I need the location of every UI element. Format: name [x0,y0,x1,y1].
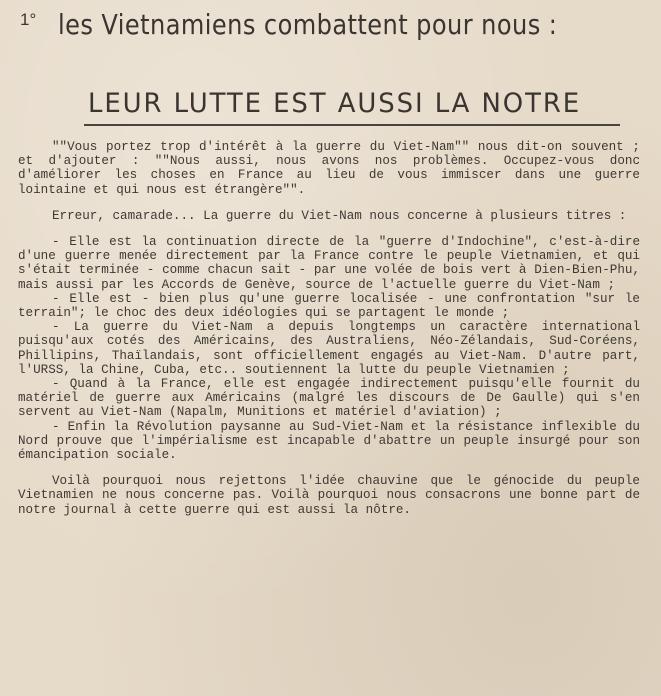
document-subtitle: LEUR LUTTE EST AUSSI LA NOTRE [88,88,582,119]
article-body [18,140,640,529]
section-number: 1° [20,10,37,29]
paragraph-intro-quote: ""Vous portez trop d'intérêt à la guerre du Viet-Nam"" nous dit-on souvent ; et d'ajouter : ""Nous aussi, nous avons nos problèmes. Occupez-vous donc d'améliorer les choses en France au lieu de vous immiscer dans une guerre lointaine et qui nous est étrangère"". [18,140,640,197]
paragraph-closing: Voilà pourquoi nous rejettons l'idée chauvine que le génocide du peuple Vietnamien ne nous concerne pas. Voilà pourquoi nous consacrons une bonne part de notre journal à cette guerre qui est aussi la nôtre. [18,474,640,517]
document-title: les Vietnamiens combattent pour nous : [58,8,558,41]
paragraph-intro-answer: Erreur, camarade... La guerre du Viet-Nam nous concerne à plusieurs titres : [52,208,627,223]
paragraph-item-indochine: - Elle est la continuation directe de la "guerre d'Indochine", c'est-à-dire d'une guerre menée directement par la France contre le peuple Vietnamien, et qui s'était terminée - comme chacun sait - par une volée de bois vert à Dien-Bien-Phu, mais aussi par les Accords de Genève, source de l'actuelle guerre du Viet-Nam ; [18,235,640,292]
paragraph-item-ideologies: - Elle est - bien plus qu'une guerre localisée - une confrontation "sur le terrain"; le choc des deux idéologies qui se partagent le monde ; [18,291,640,321]
paragraph-item-revolution: - Enfin la Révolution paysanne au Sud-Viet-Nam et la résistance inflexible du Nord prouve que l'impérialisme est incapable d'abattre un peuple insurgé pour son émancipation sociale. [18,419,640,463]
subtitle-underline [84,124,620,126]
paragraph-item-france: - Quand à la France, elle est engagée indirectement puisqu'elle fournit du matériel de guerre aux Américains (malgré les discours de De Gaulle) qui s'en servent au Viet-Nam (Napalm, Munitions et matériel d'aviation) ; [18,377,640,420]
paragraph-item-international: - La guerre du Viet-Nam a depuis longtemps un caractère international puisqu'aux cotés des Américains, des Australiens, Néo-Zélandais, Sud-Coréens, Phillipins, Thaïlandais, sont officiellement engagés au Viet-Nam. D'autre part, l'URSS, la Chine, Cuba, etc.. soutiennent la lutte du peuple Vietnamien ; [18,320,640,377]
